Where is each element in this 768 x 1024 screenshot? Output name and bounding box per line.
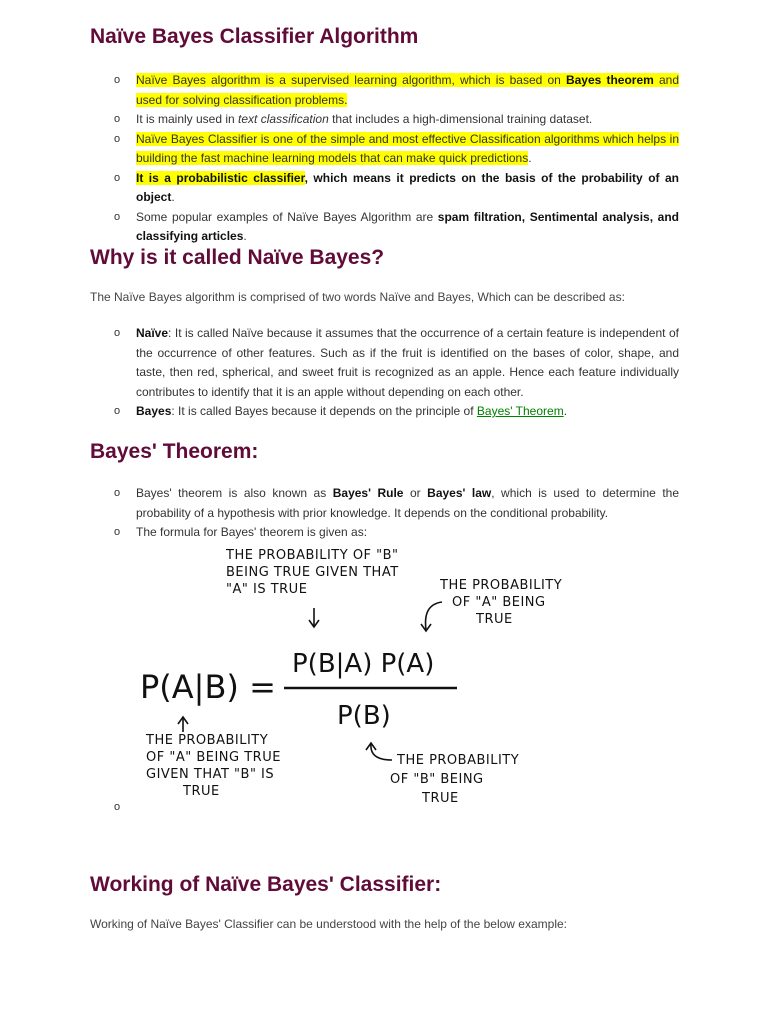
list-item: o Naïve Bayes Classifier is one of the simple and most effective Classification algorithms which helps in building the fast machine learning models that can make quick predictions. [114,131,679,165]
up-arrow-icon [178,717,188,732]
bullet-marker: o [114,113,121,125]
curved-up-arrow-icon [366,743,392,760]
intro-list [111,71,679,247]
highlighted-text: Naïve Bayes algorithm is a supervised learning algorithm, which is based on Bayes theorem and used for solving classification problems. [136,73,679,107]
list-item: o It is mainly used in text classification that includes a high-dimensional training dataset. [111,110,679,130]
list-item [111,71,679,110]
list-item: o Bayes: It is called Bayes because it depends on the principle of Bayes' Theorem. [111,402,679,422]
curved-arrow-icon [421,602,442,631]
annotation-top-left: THE PROBABILITY OF "B" BEING TRUE GIVEN THAT "A" IS TRUE [226,548,399,597]
why-paragraph: The Naïve Bayes algorithm is comprised of two words Naïve and Bayes, Which can be described as: [90,290,625,304]
bullet-marker: o [114,487,121,499]
bullet-marker: o [114,74,121,86]
bullet-marker: o [114,132,121,145]
list-item: o Some popular examples of Naïve Bayes Algorithm are spam filtration, Sentimental analysis, and classifying articles. [114,209,680,243]
bullet-marker: o [114,801,121,813]
bullet-marker: o [114,526,121,538]
annotation-bottom-right: THE PROBABILITY OF "B" BEING TRUE [390,753,520,806]
list-item: o It is a probabilistic classifier, which means it predicts on the basis of the probability of an object. [114,170,679,204]
annotation-bottom-left: THE PROBABILITY OF "A" BEING TRUE GIVEN THAT "B" IS TRUE [146,733,281,799]
bullet-marker: o [114,171,121,184]
annotation-top-right: THE PROBABILITY OF "A" BEING TRUE [440,578,563,627]
why-list [111,324,679,422]
bullet-marker: o [114,210,121,223]
formula-denominator: P(B) [337,701,391,731]
section-heading-working: Working of Naïve Bayes' Classifier: [90,873,442,896]
bayes-formula-diagram [0,540,768,820]
highlighted-text: It is a probabilistic classifier [136,170,305,185]
section-heading-theorem: Bayes' Theorem: [90,440,259,463]
list-item: o The formula for Bayes' theorem is given as: [111,523,679,543]
section-heading-why: Why is it called Naïve Bayes? [90,246,385,269]
list-item: o Bayes' theorem is also known as Bayes' Rule or Bayes' law, which is used to determine the probability of a hypothesis with prior knowledge. It depends on the conditional probability. [114,486,679,520]
theorem-list [111,484,679,543]
formula-lhs: P(A|B) = [140,668,276,706]
working-paragraph: Working of Naïve Bayes' Classifier can be understood with the help of the below example: [90,917,567,931]
page-title: Naïve Bayes Classifier Algorithm [90,25,419,48]
highlighted-text: Naïve Bayes Classifier is one of the simple and most effective Classification algorithms which helps in building the fast machine learning models that can make quick predictions [136,131,679,165]
list-item: o Naïve: It is called Naïve because it assumes that the occurrence of a certain feature is independent of the occurrence of other features. Such as if the fruit is identified on the bases of color, shape, and taste, then red, spherical, and sweet fruit is recognized as an apple. Hence each feature individually contributes to identify that it is an apple without depending on each other. [114,326,679,399]
bayes-theorem-link[interactable]: Bayes' Theorem [476,404,564,418]
formula-numerator: P(B|A) P(A) [292,649,435,679]
bullet-marker: o [114,405,121,417]
bullet-marker: o [114,327,121,339]
down-arrow-icon [309,608,319,627]
